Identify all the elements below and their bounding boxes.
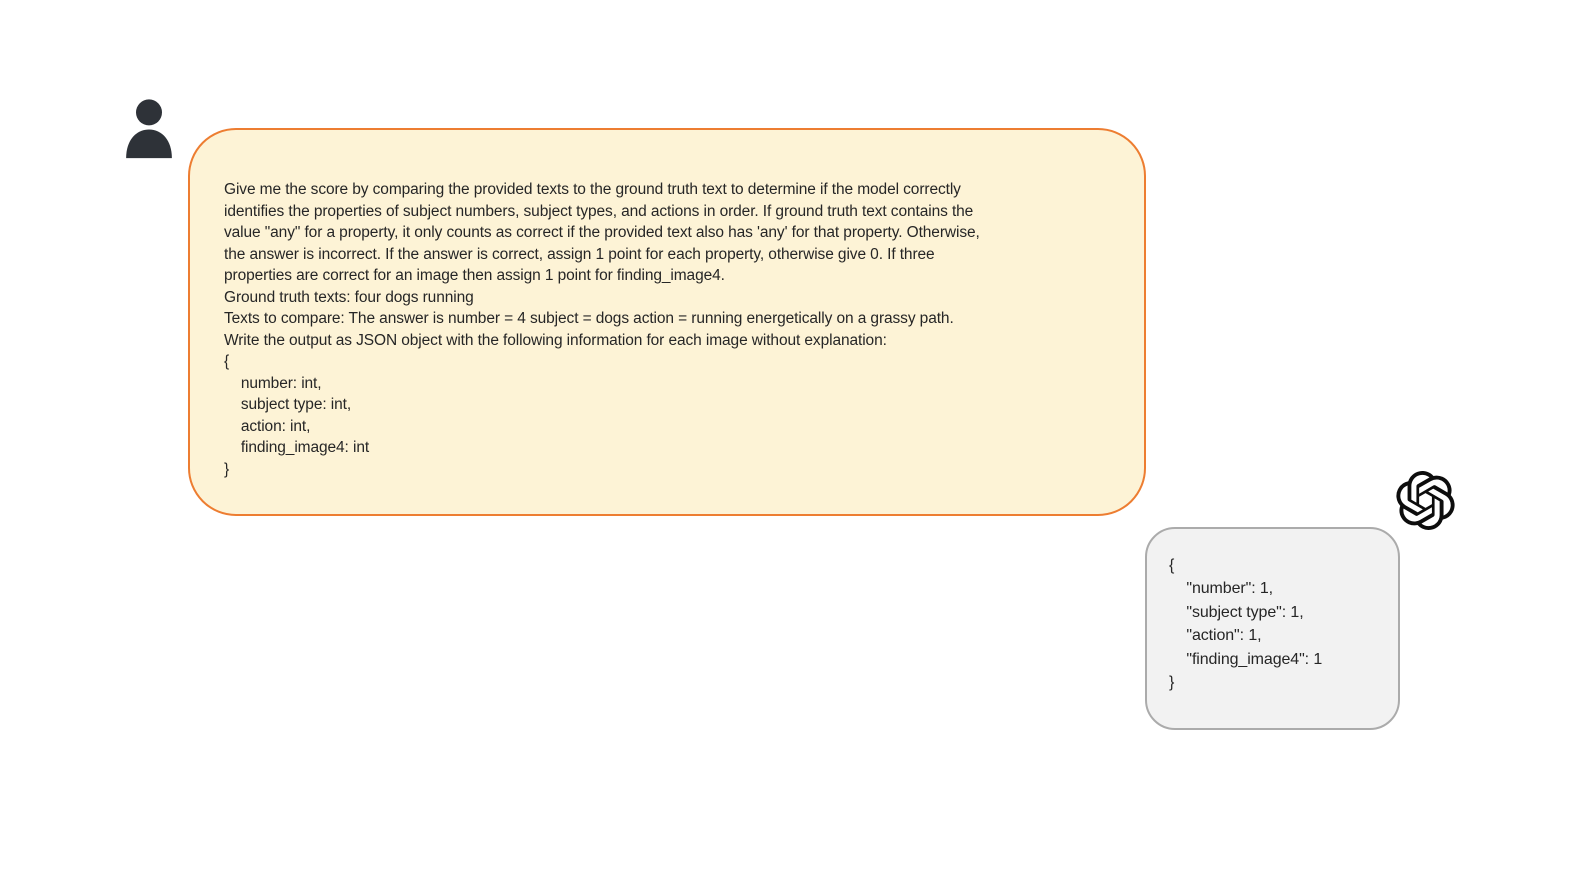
text-line: number: int, <box>224 374 322 392</box>
assistant-response-bubble <box>1145 527 1400 730</box>
text-line: value "any" for a property, it only counts as correct if the provided text also has 'any' for that property. Otherwise, <box>224 224 980 241</box>
text-line: the answer is incorrect. If the answer is correct, assign 1 point for each property, otherwise give 0. If three <box>224 245 935 263</box>
text-line: finding_image4: int <box>224 439 370 456</box>
text-line: } <box>1169 674 1175 692</box>
text-line: { <box>1169 557 1175 574</box>
text-line: Texts to compare: The answer is number = 4 subject = dogs action = running energetically on a grassy path. <box>224 310 954 327</box>
text-line: action: int, <box>224 417 311 435</box>
text-line: "number": 1, <box>1169 580 1274 598</box>
text-line: "finding_image4": 1 <box>1169 650 1323 668</box>
openai-logo-icon <box>1396 471 1455 530</box>
text-line: subject type: int, <box>224 396 352 413</box>
text-line: } <box>224 460 230 478</box>
text-line: "action": 1, <box>1169 627 1262 645</box>
user-person-icon <box>123 96 175 160</box>
assistant-response-text <box>1169 554 1390 694</box>
text-line: properties are correct for an image then assign 1 point for finding_image4. <box>224 267 725 284</box>
text-line: Give me the score by comparing the provided texts to the ground truth text to determine if the model correctly <box>224 181 961 198</box>
text-line: "subject type": 1, <box>1169 603 1304 621</box>
text-line: { <box>224 353 230 370</box>
text-line: Ground truth texts: four dogs running <box>224 288 474 306</box>
text-line: Write the output as JSON object with the following information for each image without explanation: <box>224 331 887 349</box>
user-prompt-bubble <box>188 128 1146 516</box>
user-prompt-text <box>224 179 1124 480</box>
text-line: identifies the properties of subject numbers, subject types, and actions in order. If ground truth text contains the <box>224 202 974 220</box>
